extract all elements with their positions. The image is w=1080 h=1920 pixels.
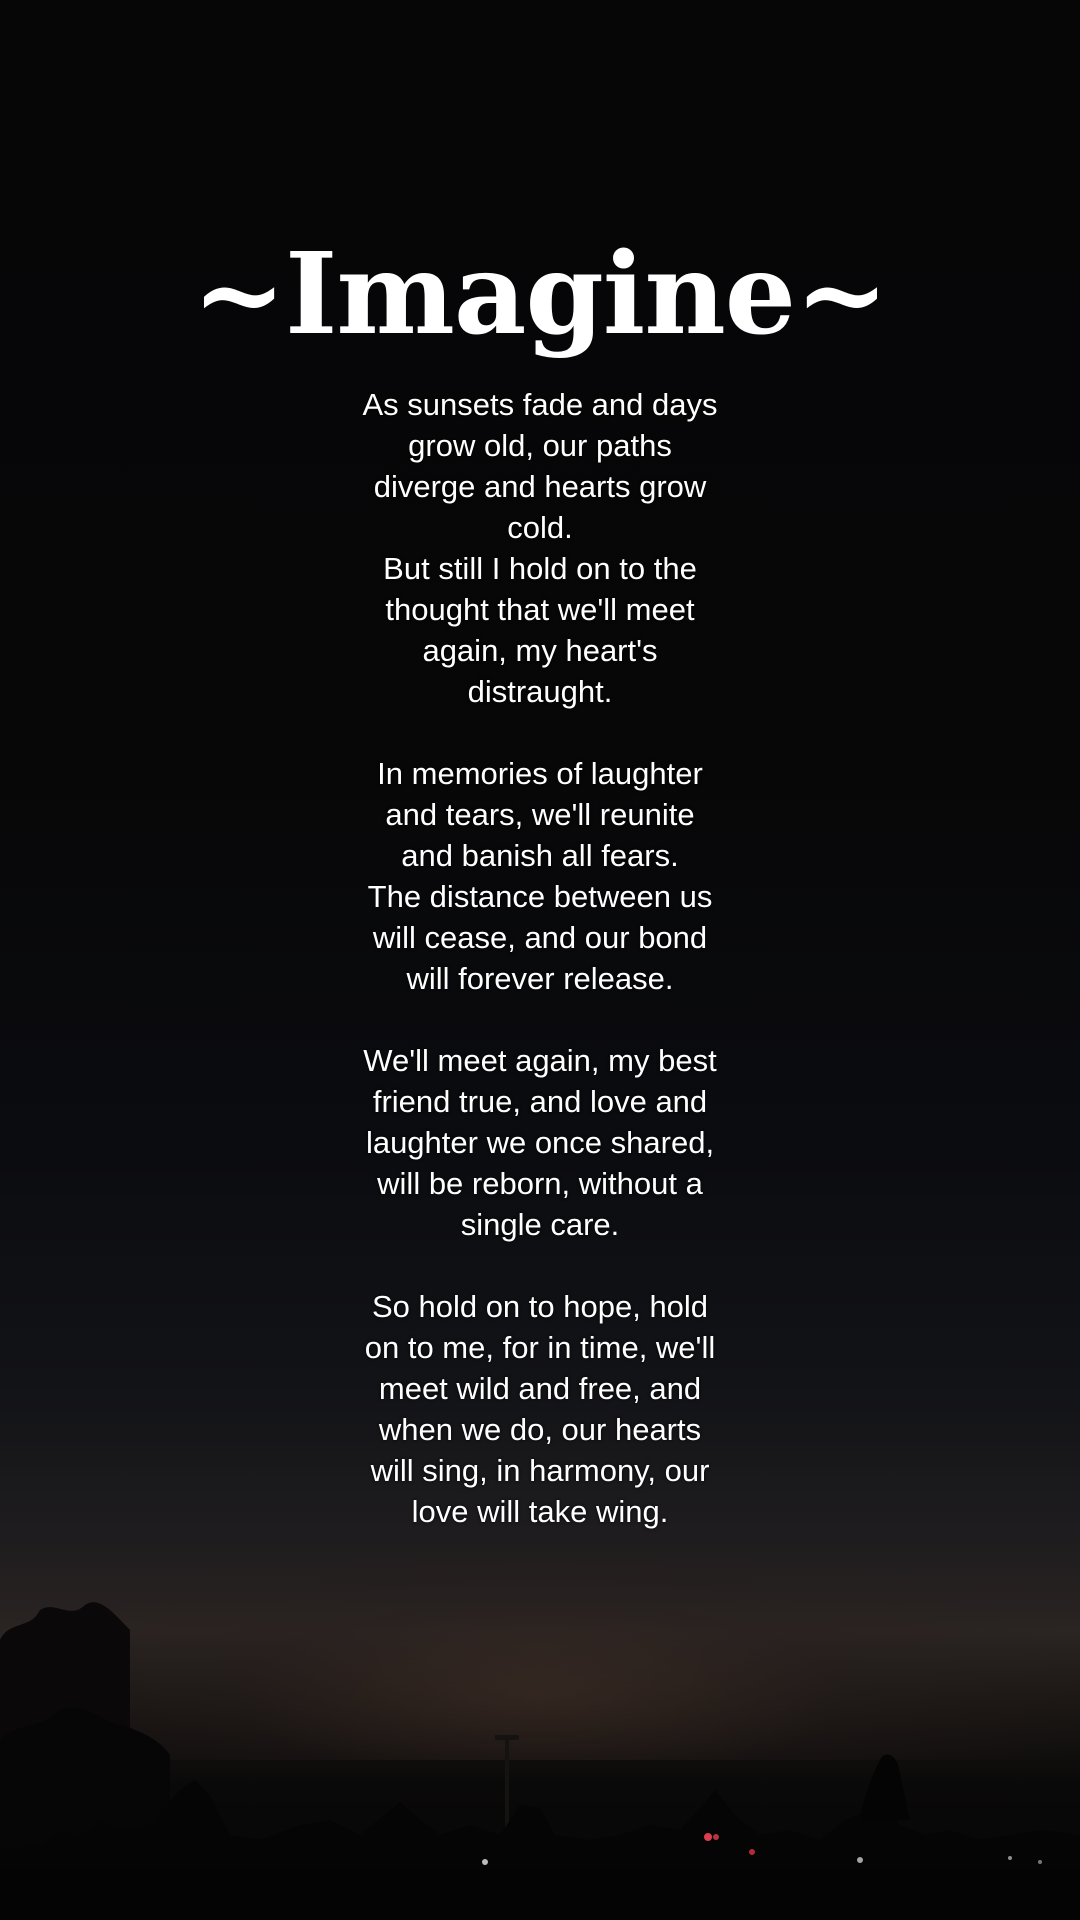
poem-line: So hold on to hope, hold — [371, 1289, 709, 1324]
poem-line: friend true, and love and — [372, 1084, 708, 1119]
light-white-1 — [482, 1859, 488, 1865]
poem-line: grow old, our paths — [408, 428, 672, 463]
poem-line: The distance between us — [367, 879, 713, 914]
poem-line: thought that we'll meet — [385, 592, 695, 627]
night-skyline — [0, 1490, 1080, 1920]
poem-line: We'll meet again, my best — [363, 1043, 717, 1078]
ground — [0, 1870, 1080, 1920]
stanza-gap — [320, 712, 760, 753]
light-red-1 — [704, 1833, 712, 1841]
poem-line: But still I hold on to the — [383, 551, 697, 586]
light-red-3 — [749, 1849, 755, 1855]
light-red-2 — [713, 1834, 719, 1840]
poem-line: again, my heart's — [422, 633, 658, 668]
poem-line: cold. — [507, 510, 573, 545]
poem-line: will sing, in harmony, our — [370, 1453, 710, 1488]
stanza-gap — [320, 999, 760, 1040]
poem-line: In memories of laughter — [377, 756, 703, 791]
light-white-4 — [1038, 1860, 1042, 1864]
light-pole-top — [495, 1735, 519, 1740]
poem-line: and banish all fears. — [401, 838, 679, 873]
poem-line: love will take wing. — [411, 1494, 669, 1529]
poem-line: diverge and hearts grow — [373, 469, 707, 504]
poem-line: will be reborn, without a — [377, 1166, 703, 1201]
poem-title: ~Imagine~ — [192, 229, 888, 360]
poem-line: will forever release. — [406, 961, 674, 996]
light-white-2 — [857, 1857, 863, 1863]
poem-line: will cease, and our bond — [372, 920, 708, 955]
poem-line: and tears, we'll reunite — [385, 797, 695, 832]
poem-line: laughter we once shared, — [365, 1125, 715, 1160]
poem-line: meet wild and free, and — [378, 1371, 702, 1406]
poem-body — [320, 384, 760, 1532]
light-white-3 — [1008, 1856, 1012, 1860]
poem-line: As sunsets fade and days — [362, 387, 718, 422]
poem-line: single care. — [460, 1207, 620, 1242]
poem-line: when we do, our hearts — [378, 1412, 702, 1447]
poem-line: distraught. — [467, 674, 613, 709]
poem-line: on to me, for in time, we'll — [364, 1330, 716, 1365]
stanza-gap — [320, 1245, 760, 1286]
tree-silhouette-right — [860, 1755, 910, 1820]
